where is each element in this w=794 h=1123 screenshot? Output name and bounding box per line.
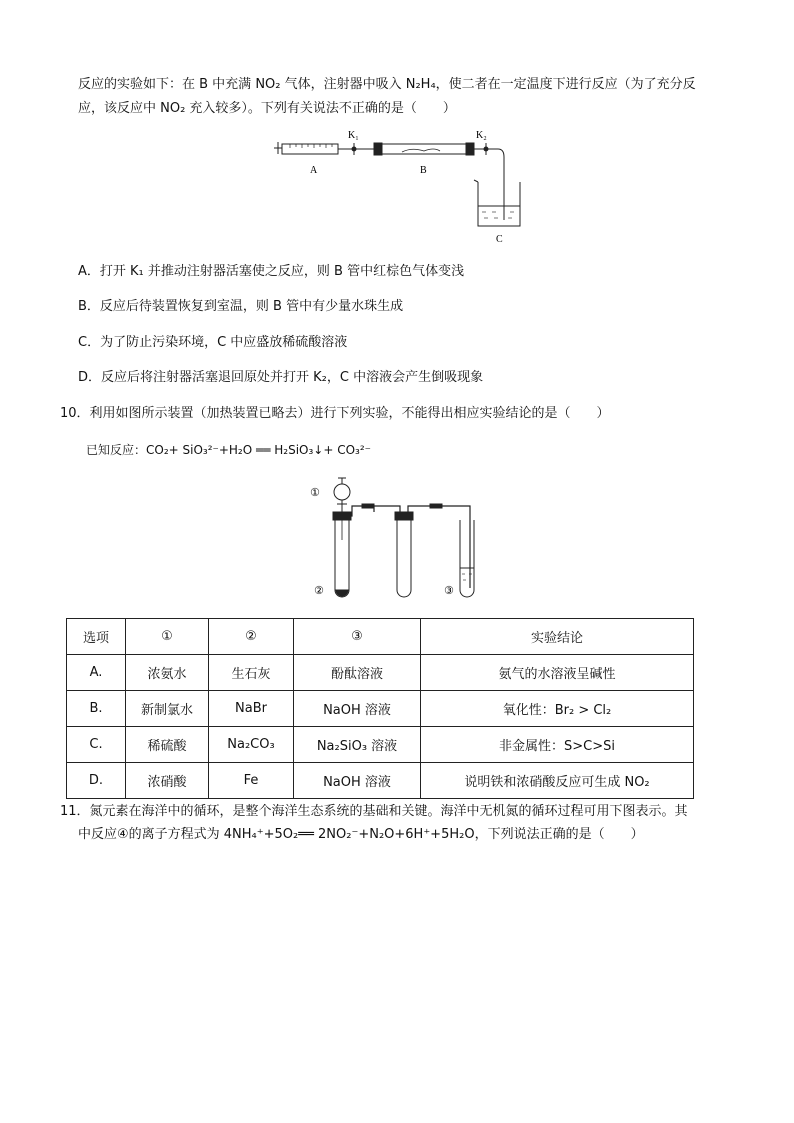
label-a: A [310, 165, 318, 176]
test-tube-2 [374, 506, 444, 597]
label-1: ① [310, 486, 320, 499]
label-3: ③ [444, 584, 454, 597]
table-row [67, 727, 694, 763]
table-cell: Na₂SiO₃ 溶液 [294, 727, 421, 763]
header-conclusion: 实验结论 [421, 619, 694, 655]
table-cell: Na₂CO₃ [209, 727, 294, 763]
table-cell: D. [67, 763, 126, 799]
q10-apparatus-figure [304, 470, 494, 604]
header-1: ① [126, 619, 209, 655]
table-header-row [67, 619, 694, 655]
table-cell: 氧化性：Br₂ > Cl₂ [421, 691, 694, 727]
q10-options-table [66, 618, 694, 799]
beaker-c [474, 180, 520, 226]
label-2: ② [314, 584, 324, 597]
header-option: 选项 [67, 619, 126, 655]
q9-option-d: D．反应后将注射器活塞退回原处并打开 K₂，C 中溶液会产生倒吸现象 [78, 370, 484, 385]
q9-option-b: B．反应后待装置恢复到室温，则 B 管中有少量水珠生成 [78, 299, 404, 314]
table-cell: 氨气的水溶液呈碱性 [421, 655, 694, 691]
table-cell: 生石灰 [209, 655, 294, 691]
table-cell: 非金属性：S>C>Si [421, 727, 694, 763]
test-tube-1 [333, 506, 374, 597]
table-cell: B. [67, 691, 126, 727]
label-c: C [496, 234, 503, 245]
table-cell: C. [67, 727, 126, 763]
table-row [67, 763, 694, 799]
q11-stem-line2: 中反应④的离子方程式为 4NH₄⁺+5O₂══ 2NO₂⁻+N₂O+6H⁺+5H₂O，下列说法正确的是（ ） [78, 827, 644, 842]
q9-apparatus-figure [270, 128, 530, 250]
label-k1: K₁ [348, 130, 359, 141]
table-row [67, 691, 694, 727]
tube-b [374, 143, 474, 155]
table-cell: NaOH 溶液 [294, 691, 421, 727]
q9-stem-line1: 反应的实验如下：在 B 中充满 NO₂ 气体，注射器中吸入 N₂H₄，使二者在一定温度下进行反应（为了充分反 [78, 77, 696, 92]
syringe-a [274, 142, 348, 154]
table-cell: 浓氨水 [126, 655, 209, 691]
table-row [67, 655, 694, 691]
label-b: B [420, 165, 427, 176]
table-cell: 新制氯水 [126, 691, 209, 727]
header-2: ② [209, 619, 294, 655]
table-cell: 说明铁和浓硝酸反应可生成 NO₂ [421, 763, 694, 799]
q9-option-a: A．打开 K₁ 并推动注射器活塞使之反应，则 B 管中红棕色气体变浅 [78, 264, 465, 279]
header-3: ③ [294, 619, 421, 655]
q10-stem: 10．利用如图所示装置（加热装置已略去）进行下列实验，不能得出相应实验结论的是（ ） [60, 406, 610, 421]
table-cell: 稀硫酸 [126, 727, 209, 763]
table-cell: 酚酞溶液 [294, 655, 421, 691]
q9-option-c: C．为了防止污染环境，C 中应盛放稀硫酸溶液 [78, 335, 348, 350]
label-k2: K₂ [476, 130, 487, 141]
table-cell: A. [67, 655, 126, 691]
table-cell: NaBr [209, 691, 294, 727]
table-cell: NaOH 溶液 [294, 763, 421, 799]
q11-stem-line1: 11．氮元素在海洋中的循环，是整个海洋生态系统的基础和关键。海洋中无机氮的循环过程可用下图表示。其 [60, 804, 688, 819]
separatory-funnel [334, 478, 350, 516]
q10-known-reaction: 已知反应：CO₂+ SiO₃²⁻+H₂O ══ H₂SiO₃↓+ CO₃²⁻ [86, 443, 372, 457]
q9-stem-line2: 应，该反应中 NO₂ 充入较多）。下列有关说法不正确的是（ ） [78, 101, 456, 116]
valve-k1 [348, 143, 374, 155]
table-cell: 浓硝酸 [126, 763, 209, 799]
table-cell: Fe [209, 763, 294, 799]
